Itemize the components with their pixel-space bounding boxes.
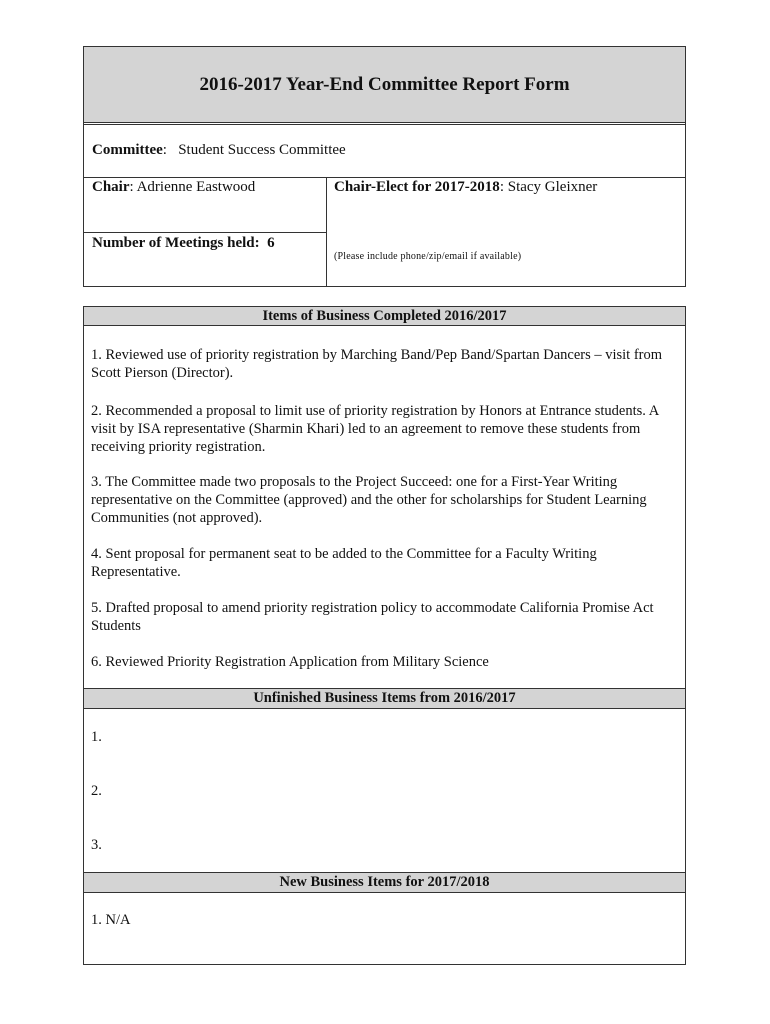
business-items-form: [83, 306, 686, 965]
completed-item: 4. Sent proposal for permanent seat to be added to the Committee for a Faculty Writing Representative.: [91, 546, 597, 580]
title-bar: [84, 47, 685, 123]
committee-label: Committee: [92, 142, 163, 158]
chair-value: Adrienne Eastwood: [136, 179, 256, 195]
contact-note: (Please include phone/zip/email if available): [334, 251, 522, 262]
chair-field: [92, 179, 255, 196]
colon: :: [129, 179, 137, 195]
divider: [84, 124, 685, 125]
chair-elect-label: Chair-Elect for 2017-2018: [334, 179, 500, 195]
completed-item: 6. Reviewed Priority Registration Application from Military Science: [91, 654, 489, 670]
unfinished-heading: Unfinished Business Items from 2016/2017: [84, 688, 685, 709]
committee-field: [92, 142, 346, 159]
unfinished-item: 2.: [91, 783, 102, 799]
new-business-heading: New Business Items for 2017/2018: [84, 872, 685, 893]
divider: [326, 177, 327, 287]
meetings-label: Number of Meetings held:: [92, 235, 260, 251]
divider: [84, 177, 685, 178]
form-title: 2016-2017 Year-End Committee Report Form: [199, 73, 570, 95]
chair-elect-field: [334, 179, 597, 196]
meetings-field: [92, 235, 275, 252]
chair-label: Chair: [92, 179, 130, 195]
meetings-value: 6: [267, 235, 275, 251]
unfinished-item: 3.: [91, 837, 102, 853]
committee-value: Student Success Committee: [178, 142, 346, 158]
completed-item: 5. Drafted proposal to amend priority registration policy to accommodate California Promise Act Students: [91, 600, 654, 634]
colon: :: [499, 179, 508, 195]
colon: :: [162, 142, 179, 158]
chair-elect-value: Stacy Gleixner: [507, 179, 598, 195]
completed-item: 1. Reviewed use of priority registration by Marching Band/Pep Band/Spartan Dancers – visit from Scott Pierson (Director).: [91, 347, 663, 381]
completed-item: 2. Recommended a proposal to limit use of priority registration by Honors at Entrance students. A visit by ISA representative (Sharmin Khari) led to an agreement to remove these students from receiving priority registration.: [91, 403, 659, 455]
report-header-form: [83, 46, 686, 287]
divider: [84, 232, 326, 233]
completed-item: 3. The Committee made two proposals to the Project Succeed: one for a First-Year Writing representative on the Committee (approved) and the other for scholarships for Student Learning Communities (not approved).: [91, 474, 647, 526]
new-business-item: 1. N/A: [91, 912, 131, 928]
unfinished-item: 1.: [91, 729, 102, 745]
completed-heading: Items of Business Completed 2016/2017: [84, 307, 685, 326]
